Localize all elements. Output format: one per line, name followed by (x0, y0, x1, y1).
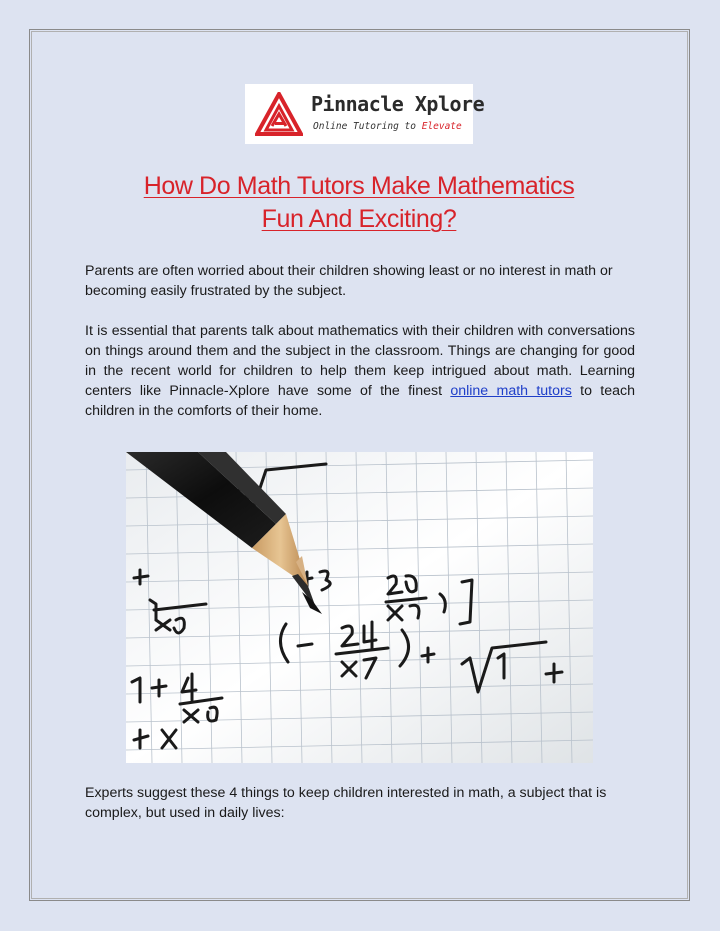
body-paragraph-end: to teach children in the comforts of their home. (85, 383, 635, 419)
body-paragraph-text: It is essential that parents talk about mathematics with their children with conversations on things around them and the subject in the classroom. Things are changing for good in the recent world for children to help them keep intrigued about math. Learning centers like Pinnacle-Xplore have some of the finest (85, 323, 635, 399)
brand-name: Pinnacle Xplore (311, 92, 485, 116)
brand-logo (245, 84, 485, 144)
title-line-2: Fun And Exciting? (261, 205, 457, 233)
article-title (84, 170, 634, 236)
body-paragraph (85, 321, 635, 421)
title-line-1: How Do Math Tutors Make Mathematics (143, 172, 575, 200)
pencil-math-illustration (126, 452, 593, 763)
tagline-prefix: Online Tutoring to (313, 121, 416, 132)
tagline-accent: Elevate (421, 121, 462, 132)
peak-logo-icon (255, 92, 303, 136)
closing-paragraph: Experts suggest these 4 things to keep children interested in math, a subject that is complex, but used in daily lives: (85, 785, 607, 821)
pencil-math-photo (126, 452, 593, 763)
online-math-tutors-link[interactable]: online math tutors (450, 383, 572, 399)
intro-paragraph: Parents are often worried about their children showing least or no interest in math or becoming easily frustrated by the subject. (85, 263, 613, 299)
brand-tagline (313, 121, 462, 132)
